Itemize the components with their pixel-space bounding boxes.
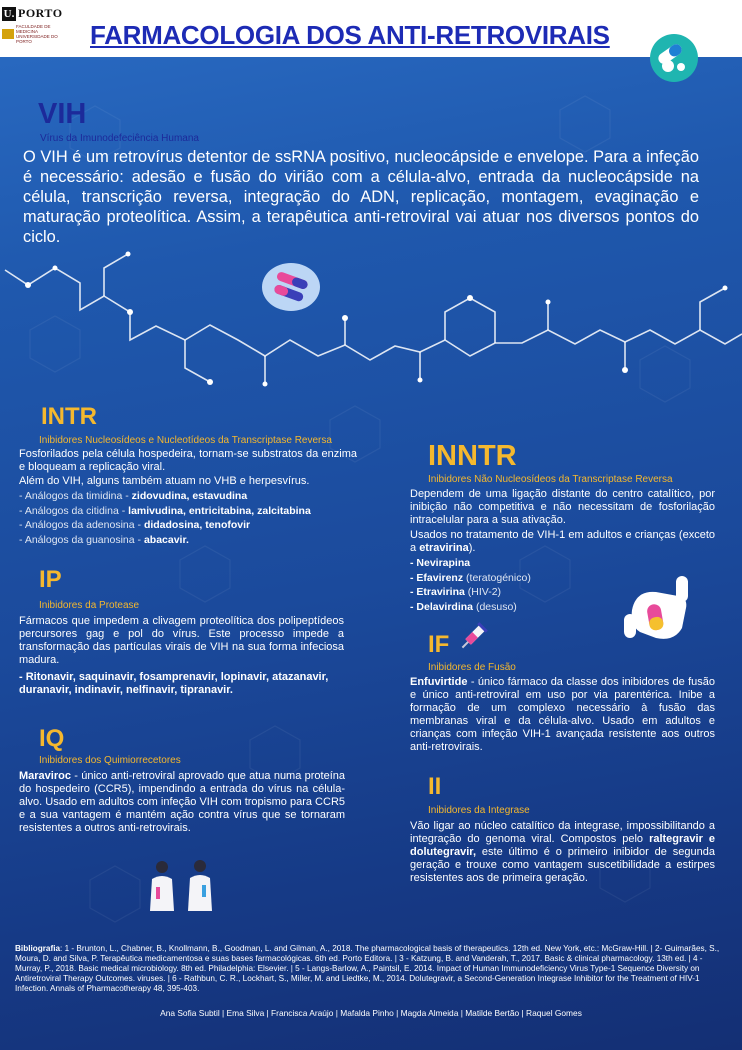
bibliography: Bibliografia: 1 - Brunton, L., Chabner, B., Knollmann, B., Goodman, L. and Gilman, A., 2018. The pharmacological basis of therapeutics. 12th ed. New York, etc.: McGraw-Hill. | 2- Guimarães, S., Moura, D. and Silva, P. Terapêutica medicamentosa e suas bases farmacológicas. 6th ed. Porto Editora. | 3 - Katzung, B. and Vanderah, T., 2017. Basic & clinical pharmacology. 13th ed. | 4 - Murray, P., 2018. Basic medical microbiology. 8th ed. Philadelphia: Elsevier. | 5 - Langs-Barlow, A., Paintsil, E. 2014. Impact of Human Immunodeficiency Virus Type-1 Sequence Diversity on Antiretroviral Therapy Outcomes. viruses. | 6 - Rathbun, C. R., Lockhart, S., Miller, M. and Liedtke, M., 2014. Dolutegravir, a Second-Generation Integrase Inhibitor for the Treatment of HIV-1 Infection. Annals of Pharmacotherapy 48, 395-403. bbox=[15, 944, 720, 993]
pills-icon bbox=[650, 34, 698, 82]
ii-subtitle: Inibidores da Integrase bbox=[428, 805, 530, 816]
iq-drug: Maraviroc bbox=[19, 770, 71, 782]
intr-paragraph-2: Além do VIH, alguns também atuam no VHB e herpesvírus. bbox=[19, 475, 310, 487]
ip-paragraph: Fármacos que impedem a clivagem proteolítica dos polipeptídeos percursores gag e pol do vírus. Este processo impede a transformação das partículas virais de VIH na sua forma infeciosa madura. bbox=[19, 615, 344, 666]
vih-title: VIH bbox=[38, 98, 87, 130]
page-title: FARMACOLOGIA DOS ANTI-RETROVIRAIS bbox=[90, 20, 610, 50]
iq-paragraph: Maraviroc - único anti-retroviral aprovado que atua numa proteína do hospedeiro (CCR5), impendindo a entrada do vírus na célula-alvo. Usado em adultos com infeção VIH com tropismo para CCR5 e a sua vantagem é mantém ação contra vírus que se tornaram resistentes a outros anti-retrovirais. bbox=[19, 770, 345, 834]
logo-badge bbox=[2, 29, 14, 39]
intr-subtitle: Inibidores Nucleosídeos e Nucleotídeos da Transcriptase Reversa bbox=[39, 435, 332, 446]
scientists-icon bbox=[142, 857, 222, 915]
intr-list bbox=[19, 489, 357, 547]
capsules-icon bbox=[262, 263, 320, 311]
ii-paragraph: Vão ligar ao núcleo catalítico da integrase, impossibilitando a integração do genoma viral. Compostos pelo raltegravir e dolutegravir, este último é o primeiro inibidor de segunda geração e trouxe como vantagem suscetibilidade a estirpes resistentes aos de primeira geração. bbox=[410, 820, 715, 884]
if-title: IF bbox=[428, 631, 450, 658]
list-item: - Nevirapina bbox=[410, 557, 471, 569]
ip-subtitle: Inibidores da Protease bbox=[39, 600, 140, 611]
inntr-title: INNTR bbox=[428, 440, 517, 472]
university-logo bbox=[2, 6, 74, 44]
list-item: - Análogos da timidina - zidovudina, estavudina bbox=[19, 490, 248, 502]
list-item: - Delavirdina (desuso) bbox=[410, 600, 517, 613]
ii-title: II bbox=[428, 773, 442, 800]
iq-subtitle: Inibidores dos Quimiorrecetores bbox=[39, 755, 181, 766]
ip-title: IP bbox=[39, 566, 62, 593]
logo-faculty-text: FACULDADE DE MEDICINA UNIVERSIDADE DO PORTO bbox=[16, 24, 58, 44]
list-item: - Análogos da guanosina - abacavir. bbox=[19, 533, 189, 546]
list-item: - Efavirenz (teratogénico) bbox=[410, 571, 531, 584]
list-item: - Etravirina (HIV-2) bbox=[410, 586, 502, 598]
if-drug: Enfuvirtide bbox=[410, 676, 468, 688]
vih-subtitle: Vírus da Imunodefeciência Humana bbox=[40, 133, 199, 144]
syringe-icon bbox=[456, 620, 490, 654]
intr-title: INTR bbox=[41, 403, 97, 430]
ii-drugs: raltegravir e dolutegravir, bbox=[410, 833, 715, 858]
if-subtitle: Inibidores de Fusão bbox=[428, 662, 516, 673]
list-item: - Análogos da adenosina - didadosina, tenofovir bbox=[19, 519, 251, 531]
inntr-paragraph: Dependem de uma ligação distante do centro catalítico, por inibição não competitiva e não necessitam de fosforilação intracelular para a sua ativação. bbox=[410, 488, 715, 526]
list-item: - Análogos da citidina - lamivudina, entricitabina, zalcitabina bbox=[19, 504, 311, 517]
if-paragraph: Enfuvirtide - único fármaco da classe dos inibidores de fusão e único anti-retroviral em uso por via parentérica. Inibe a formação de um complexo necessário à fusão das membranas viral e da célula-alvo. Usado em adultos e crianças com infeção VIH-1 avançada resistente aos outros anti-retrovirais. bbox=[410, 676, 715, 753]
logo-u-mark: U. bbox=[3, 7, 15, 20]
hand-pill-icon bbox=[622, 570, 712, 650]
ip-drugs: - Ritonavir, saquinavir, fosamprenavir, lopinavir, atazanavir, duranavir, indinavir, nelfinavir, tipranavir. bbox=[19, 671, 329, 696]
bibliography-label: Bibliografia bbox=[15, 944, 61, 953]
inntr-paragraph-2: Usados no tratamento de VIH-1 em adultos e crianças (exceto a etravirina). bbox=[410, 529, 715, 554]
inntr-list bbox=[410, 556, 610, 614]
intr-paragraph: Fosforilados pela célula hospedeira, tornam-se substratos da enzima e bloqueam a replicação viral. bbox=[19, 448, 357, 473]
iq-title: IQ bbox=[39, 725, 65, 752]
authors: Ana Sofia Subtil | Ema Silva | Francisca Araújo | Mafalda Pinho | Magda Almeida | Matilde Bertão | Raquel Gomes bbox=[160, 1008, 582, 1018]
vih-paragraph: O VIH é um retrovírus detentor de ssRNA positivo, nucleocápside e envelope. Para a infeção é necessário: adesão e fusão do virião com a célula-alvo, entrada da nucleocápside na célula, transcrição reversa, integração do ADN, replicação, montagem, evaginação e maturação proteolítica. Assim, a terapêutica anti-retroviral vai atuar nos diversos pontos do ciclo. bbox=[23, 148, 699, 246]
logo-porto-text: PORTO bbox=[18, 6, 63, 20]
inntr-subtitle: Inibidores Não Nucleosídeos da Transcriptase Reversa bbox=[428, 474, 673, 485]
